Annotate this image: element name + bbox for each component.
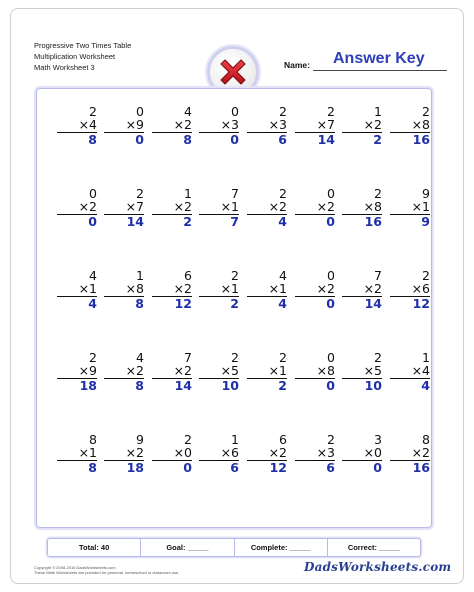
multiplier: ×1 — [268, 363, 287, 378]
multiplicand: 4 — [184, 104, 192, 119]
answer: 0 — [326, 378, 335, 393]
problem — [390, 433, 430, 475]
multiplicand: 7 — [231, 186, 239, 201]
problem — [342, 105, 382, 147]
multiplicand: 1 — [184, 186, 192, 201]
answer: 12 — [174, 296, 192, 311]
multiplicand: 4 — [136, 350, 144, 365]
answer: 18 — [126, 460, 144, 475]
problem — [57, 351, 97, 393]
problem — [152, 105, 192, 147]
answer-key-title: Answer Key — [333, 50, 425, 67]
multiplier: ×2 — [173, 281, 192, 296]
red-x-icon — [216, 55, 250, 89]
problem — [199, 351, 239, 393]
multiplier: ×2 — [268, 445, 287, 460]
multiplicand: 1 — [231, 432, 239, 447]
problem — [152, 187, 192, 229]
complete-field: Complete: _____ — [235, 539, 328, 556]
title-line-3: Math Worksheet 3 — [34, 63, 95, 72]
problem — [247, 351, 287, 393]
problem — [390, 351, 430, 393]
multiplicand: 0 — [89, 186, 97, 201]
multiplier: ×2 — [268, 199, 287, 214]
multiplier: ×2 — [411, 445, 430, 460]
multiplicand: 4 — [89, 268, 97, 283]
problem — [295, 269, 335, 311]
problem — [57, 105, 97, 147]
multiplier: ×2 — [316, 281, 335, 296]
multiplicand: 4 — [279, 268, 287, 283]
answer: 10 — [221, 378, 239, 393]
answer: 14 — [364, 296, 382, 311]
name-label: Name: — [284, 60, 310, 70]
multiplier: ×2 — [78, 199, 97, 214]
multiplicand: 2 — [184, 432, 192, 447]
problem — [247, 269, 287, 311]
answer: 2 — [278, 378, 287, 393]
answer: 6 — [326, 460, 335, 475]
problem — [295, 351, 335, 393]
goal-field: Goal: _____ — [141, 539, 234, 556]
multiplicand: 2 — [327, 432, 335, 447]
multiplier: ×8 — [125, 281, 144, 296]
multiplicand: 2 — [89, 104, 97, 119]
problem — [152, 351, 192, 393]
multiplier: ×2 — [125, 363, 144, 378]
multiplicand: 0 — [327, 186, 335, 201]
multiplier: ×2 — [316, 199, 335, 214]
multiplier: ×2 — [363, 281, 382, 296]
multiplier: ×2 — [173, 117, 192, 132]
problem — [295, 433, 335, 475]
multiplicand: 2 — [327, 104, 335, 119]
multiplier: ×7 — [316, 117, 335, 132]
correct-field: Correct: _____ — [347, 543, 400, 552]
answer: 0 — [326, 296, 335, 311]
multiplicand: 7 — [374, 268, 382, 283]
problem — [152, 269, 192, 311]
multiplier: ×3 — [268, 117, 287, 132]
multiplicand: 0 — [136, 104, 144, 119]
multiplicand: 2 — [422, 104, 430, 119]
multiplier: ×2 — [363, 117, 382, 132]
problem — [199, 269, 239, 311]
multiplicand: 8 — [422, 432, 430, 447]
answer: 9 — [421, 214, 430, 229]
problem — [342, 351, 382, 393]
multiplier: ×8 — [363, 199, 382, 214]
answer: 8 — [135, 296, 144, 311]
answer: 4 — [278, 214, 287, 229]
answer: 7 — [230, 214, 239, 229]
answer: 0 — [230, 132, 239, 147]
multiplicand: 9 — [136, 432, 144, 447]
problem — [57, 269, 97, 311]
answer: 16 — [364, 214, 382, 229]
problem — [247, 433, 287, 475]
multiplicand: 6 — [184, 268, 192, 283]
total-count: Total: 40 — [48, 539, 141, 556]
answer: 10 — [364, 378, 382, 393]
multiplicand: 0 — [231, 104, 239, 119]
answer: 6 — [230, 460, 239, 475]
multiplier: ×3 — [220, 117, 239, 132]
multiplier: ×1 — [220, 281, 239, 296]
problem — [342, 433, 382, 475]
copyright-line-2: These Math Worksheets are provided for personal, homeschool or classroom use. — [34, 570, 180, 575]
title-line-2: Multiplication Worksheet — [34, 52, 116, 61]
answer: 12 — [269, 460, 287, 475]
multiplier: ×4 — [411, 363, 430, 378]
multiplicand: 2 — [89, 350, 97, 365]
answer: 8 — [88, 460, 97, 475]
multiplier: ×0 — [173, 445, 192, 460]
answer: 0 — [326, 214, 335, 229]
multiplier: ×1 — [78, 281, 97, 296]
copyright — [34, 565, 179, 575]
multiplier: ×1 — [78, 445, 97, 460]
answer: 8 — [183, 132, 192, 147]
multiplier: ×6 — [220, 445, 239, 460]
copyright-line-1: Copyright © 2008-2016 DadsWorksheets.com — [34, 565, 116, 570]
answer: 4 — [88, 296, 97, 311]
multiplier: ×2 — [173, 363, 192, 378]
problem — [390, 187, 430, 229]
answer: 8 — [135, 378, 144, 393]
multiplicand: 2 — [231, 268, 239, 283]
problem — [104, 433, 144, 475]
multiplicand: 2 — [374, 350, 382, 365]
answer: 0 — [135, 132, 144, 147]
answer: 8 — [88, 132, 97, 147]
worksheet-title — [34, 40, 131, 73]
multiplicand: 1 — [374, 104, 382, 119]
answer: 16 — [412, 132, 430, 147]
answer: 18 — [79, 378, 97, 393]
problem — [247, 187, 287, 229]
multiplier: ×6 — [411, 281, 430, 296]
problem — [295, 187, 335, 229]
problem — [104, 105, 144, 147]
problem — [104, 187, 144, 229]
answer: 14 — [317, 132, 335, 147]
multiplier: ×8 — [316, 363, 335, 378]
problem — [342, 187, 382, 229]
multiplier: ×1 — [268, 281, 287, 296]
multiplier: ×0 — [363, 445, 382, 460]
answer: 2 — [183, 214, 192, 229]
multiplier: ×9 — [125, 117, 144, 132]
multiplicand: 2 — [279, 186, 287, 201]
brand-logo: DadsWorksheets.com — [304, 560, 452, 574]
multiplicand: 7 — [184, 350, 192, 365]
problem — [199, 187, 239, 229]
multiplier: ×4 — [78, 117, 97, 132]
answer: 16 — [412, 460, 430, 475]
multiplicand: 1 — [136, 268, 144, 283]
problem — [342, 269, 382, 311]
multiplier: ×2 — [173, 199, 192, 214]
problems-grid — [36, 88, 432, 528]
multiplier: ×1 — [411, 199, 430, 214]
answer: 4 — [278, 296, 287, 311]
multiplicand: 2 — [279, 104, 287, 119]
multiplier: ×3 — [316, 445, 335, 460]
multiplicand: 0 — [327, 268, 335, 283]
title-line-1: Progressive Two Times Table — [34, 41, 132, 50]
problem — [57, 187, 97, 229]
answer: 4 — [421, 378, 430, 393]
multiplicand: 6 — [279, 432, 287, 447]
multiplier: ×5 — [363, 363, 382, 378]
multiplier: ×8 — [411, 117, 430, 132]
problem — [152, 433, 192, 475]
problem — [199, 433, 239, 475]
answer: 0 — [373, 460, 382, 475]
answer: 14 — [126, 214, 144, 229]
problem — [57, 433, 97, 475]
problem — [247, 105, 287, 147]
answer: 0 — [183, 460, 192, 475]
problem — [390, 269, 430, 311]
multiplicand: 3 — [374, 432, 382, 447]
multiplier: ×9 — [78, 363, 97, 378]
problem — [390, 105, 430, 147]
multiplicand: 9 — [422, 186, 430, 201]
multiplicand: 2 — [231, 350, 239, 365]
multiplier: ×7 — [125, 199, 144, 214]
problem — [295, 105, 335, 147]
multiplier: ×1 — [220, 199, 239, 214]
multiplier: ×5 — [220, 363, 239, 378]
answer: 2 — [373, 132, 382, 147]
answer: 6 — [278, 132, 287, 147]
multiplicand: 0 — [327, 350, 335, 365]
multiplicand: 2 — [279, 350, 287, 365]
answer: 12 — [412, 296, 430, 311]
problem — [199, 105, 239, 147]
multiplier: ×2 — [125, 445, 144, 460]
multiplicand: 1 — [422, 350, 430, 365]
multiplicand: 2 — [374, 186, 382, 201]
multiplicand: 8 — [89, 432, 97, 447]
problem — [104, 351, 144, 393]
score-bar — [47, 538, 421, 557]
answer: 2 — [230, 296, 239, 311]
multiplicand: 2 — [136, 186, 144, 201]
answer: 0 — [88, 214, 97, 229]
problem — [104, 269, 144, 311]
multiplicand: 2 — [422, 268, 430, 283]
answer: 14 — [174, 378, 192, 393]
name-line — [313, 70, 447, 71]
